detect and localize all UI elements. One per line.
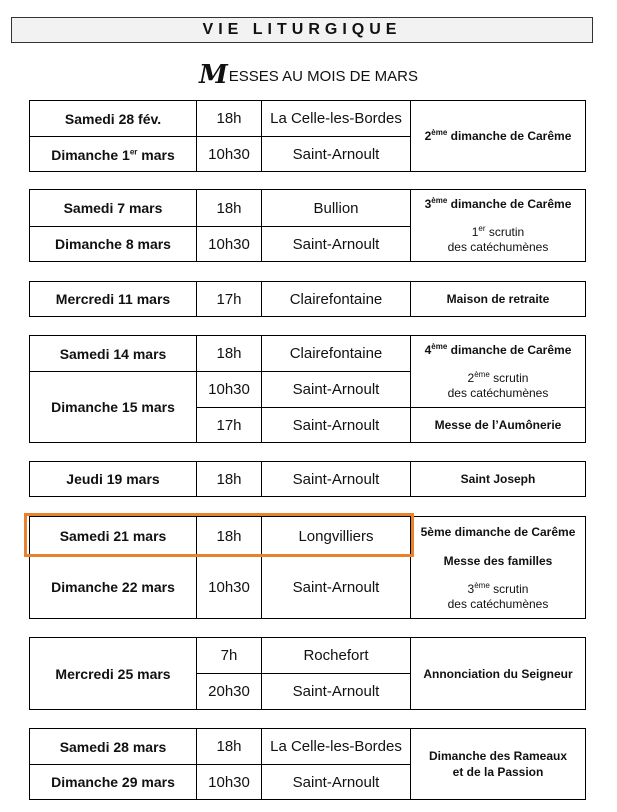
- mass-block-2: [29, 189, 586, 262]
- time-label: 18h: [216, 199, 242, 217]
- day-label: Samedi 28 fév.: [64, 110, 162, 127]
- mass-block-5: [29, 461, 586, 497]
- day-label: Dimanche 1er mars: [51, 146, 175, 163]
- time-label: 17h: [216, 416, 242, 434]
- day-label: Samedi 7 mars: [63, 200, 163, 216]
- time-label: 18h: [216, 527, 242, 545]
- day-label: Samedi 14 mars: [59, 345, 167, 362]
- liturgical-note: Annonciation du Seigneur: [423, 666, 573, 681]
- note-families: Messe des familles: [443, 553, 553, 568]
- subtitle-text: ESSES AU MOIS DE MARS: [228, 68, 418, 85]
- time-label: 18h: [216, 470, 242, 488]
- liturgical-note: 4ème dimanche de Carême 2ème scrutin des catéchumènes: [424, 342, 572, 400]
- place-label: Saint-Arnoult: [292, 470, 380, 488]
- place-label: Saint-Arnoult: [292, 146, 380, 163]
- time-label: 10h30: [208, 773, 250, 791]
- mass-block-7: [29, 637, 586, 710]
- time-label: 18h: [216, 110, 242, 127]
- note-title: 5ème dimanche de Carême: [420, 524, 576, 539]
- time-label: 10h30: [208, 235, 250, 253]
- liturgical-note: Dimanche des Rameaux et de la Passion: [428, 749, 568, 779]
- time-label: 17h: [216, 290, 242, 308]
- time-label: 18h: [216, 345, 242, 362]
- time-label: 10h30: [208, 381, 250, 398]
- time-label: 10h30: [208, 146, 250, 163]
- liturgical-note: 2ème dimanche de Carême: [424, 128, 572, 143]
- place-label: Bullion: [313, 199, 359, 217]
- place-label: Rochefort: [303, 647, 369, 664]
- mass-block-6: [29, 516, 586, 619]
- place-label: Saint-Arnoult: [292, 683, 380, 700]
- day-label: Dimanche 29 mars: [51, 774, 175, 790]
- day-label: Jeudi 19 mars: [66, 471, 160, 487]
- section-header: [11, 17, 593, 43]
- time-label: 7h: [220, 647, 238, 664]
- place-label: Clairefontaine: [289, 345, 383, 362]
- place-label: La Celle-les-Bordes: [270, 738, 402, 755]
- liturgical-note: Messe de l’Aumônerie: [434, 418, 562, 432]
- day-label: Samedi 21 mars: [59, 528, 167, 544]
- section-title: VIE LITURGIQUE: [202, 21, 402, 38]
- liturgical-note: Maison de retraite: [446, 292, 550, 306]
- place-label: Saint-Arnoult: [292, 578, 380, 596]
- liturgical-note: Saint Joseph: [460, 472, 536, 486]
- mass-block-4: [29, 335, 586, 443]
- mass-block-8: [29, 728, 586, 800]
- place-label: Clairefontaine: [289, 290, 383, 308]
- mass-block-3: [29, 281, 586, 317]
- place-label: Saint-Arnoult: [292, 235, 380, 253]
- place-label: Longvilliers: [298, 527, 374, 545]
- time-label: 10h30: [208, 578, 250, 596]
- day-label: Dimanche 8 mars: [55, 236, 171, 252]
- mass-block-1: [29, 100, 586, 172]
- place-label: Saint-Arnoult: [292, 773, 380, 791]
- liturgical-note: 5ème dimanche de Carême Messe des familles 3ème scrutin des catéchumènes: [420, 524, 576, 611]
- subtitle-initial: M: [199, 60, 228, 90]
- page-subtitle: [0, 60, 617, 90]
- day-label: Mercredi 11 mars: [55, 291, 171, 307]
- place-label: Saint-Arnoult: [292, 416, 380, 434]
- place-label: La Celle-les-Bordes: [270, 110, 402, 127]
- day-label: Dimanche 22 mars: [51, 579, 175, 595]
- place-label: Saint-Arnoult: [292, 381, 380, 398]
- day-label: Samedi 28 mars: [59, 738, 167, 755]
- time-label: 18h: [216, 738, 242, 755]
- day-label: Dimanche 15 mars: [51, 399, 175, 415]
- day-label: Mercredi 25 mars: [55, 665, 171, 682]
- time-label: 20h30: [208, 683, 250, 700]
- liturgical-note: 3ème dimanche de Carême 1er scrutin des catéchumènes: [424, 196, 572, 254]
